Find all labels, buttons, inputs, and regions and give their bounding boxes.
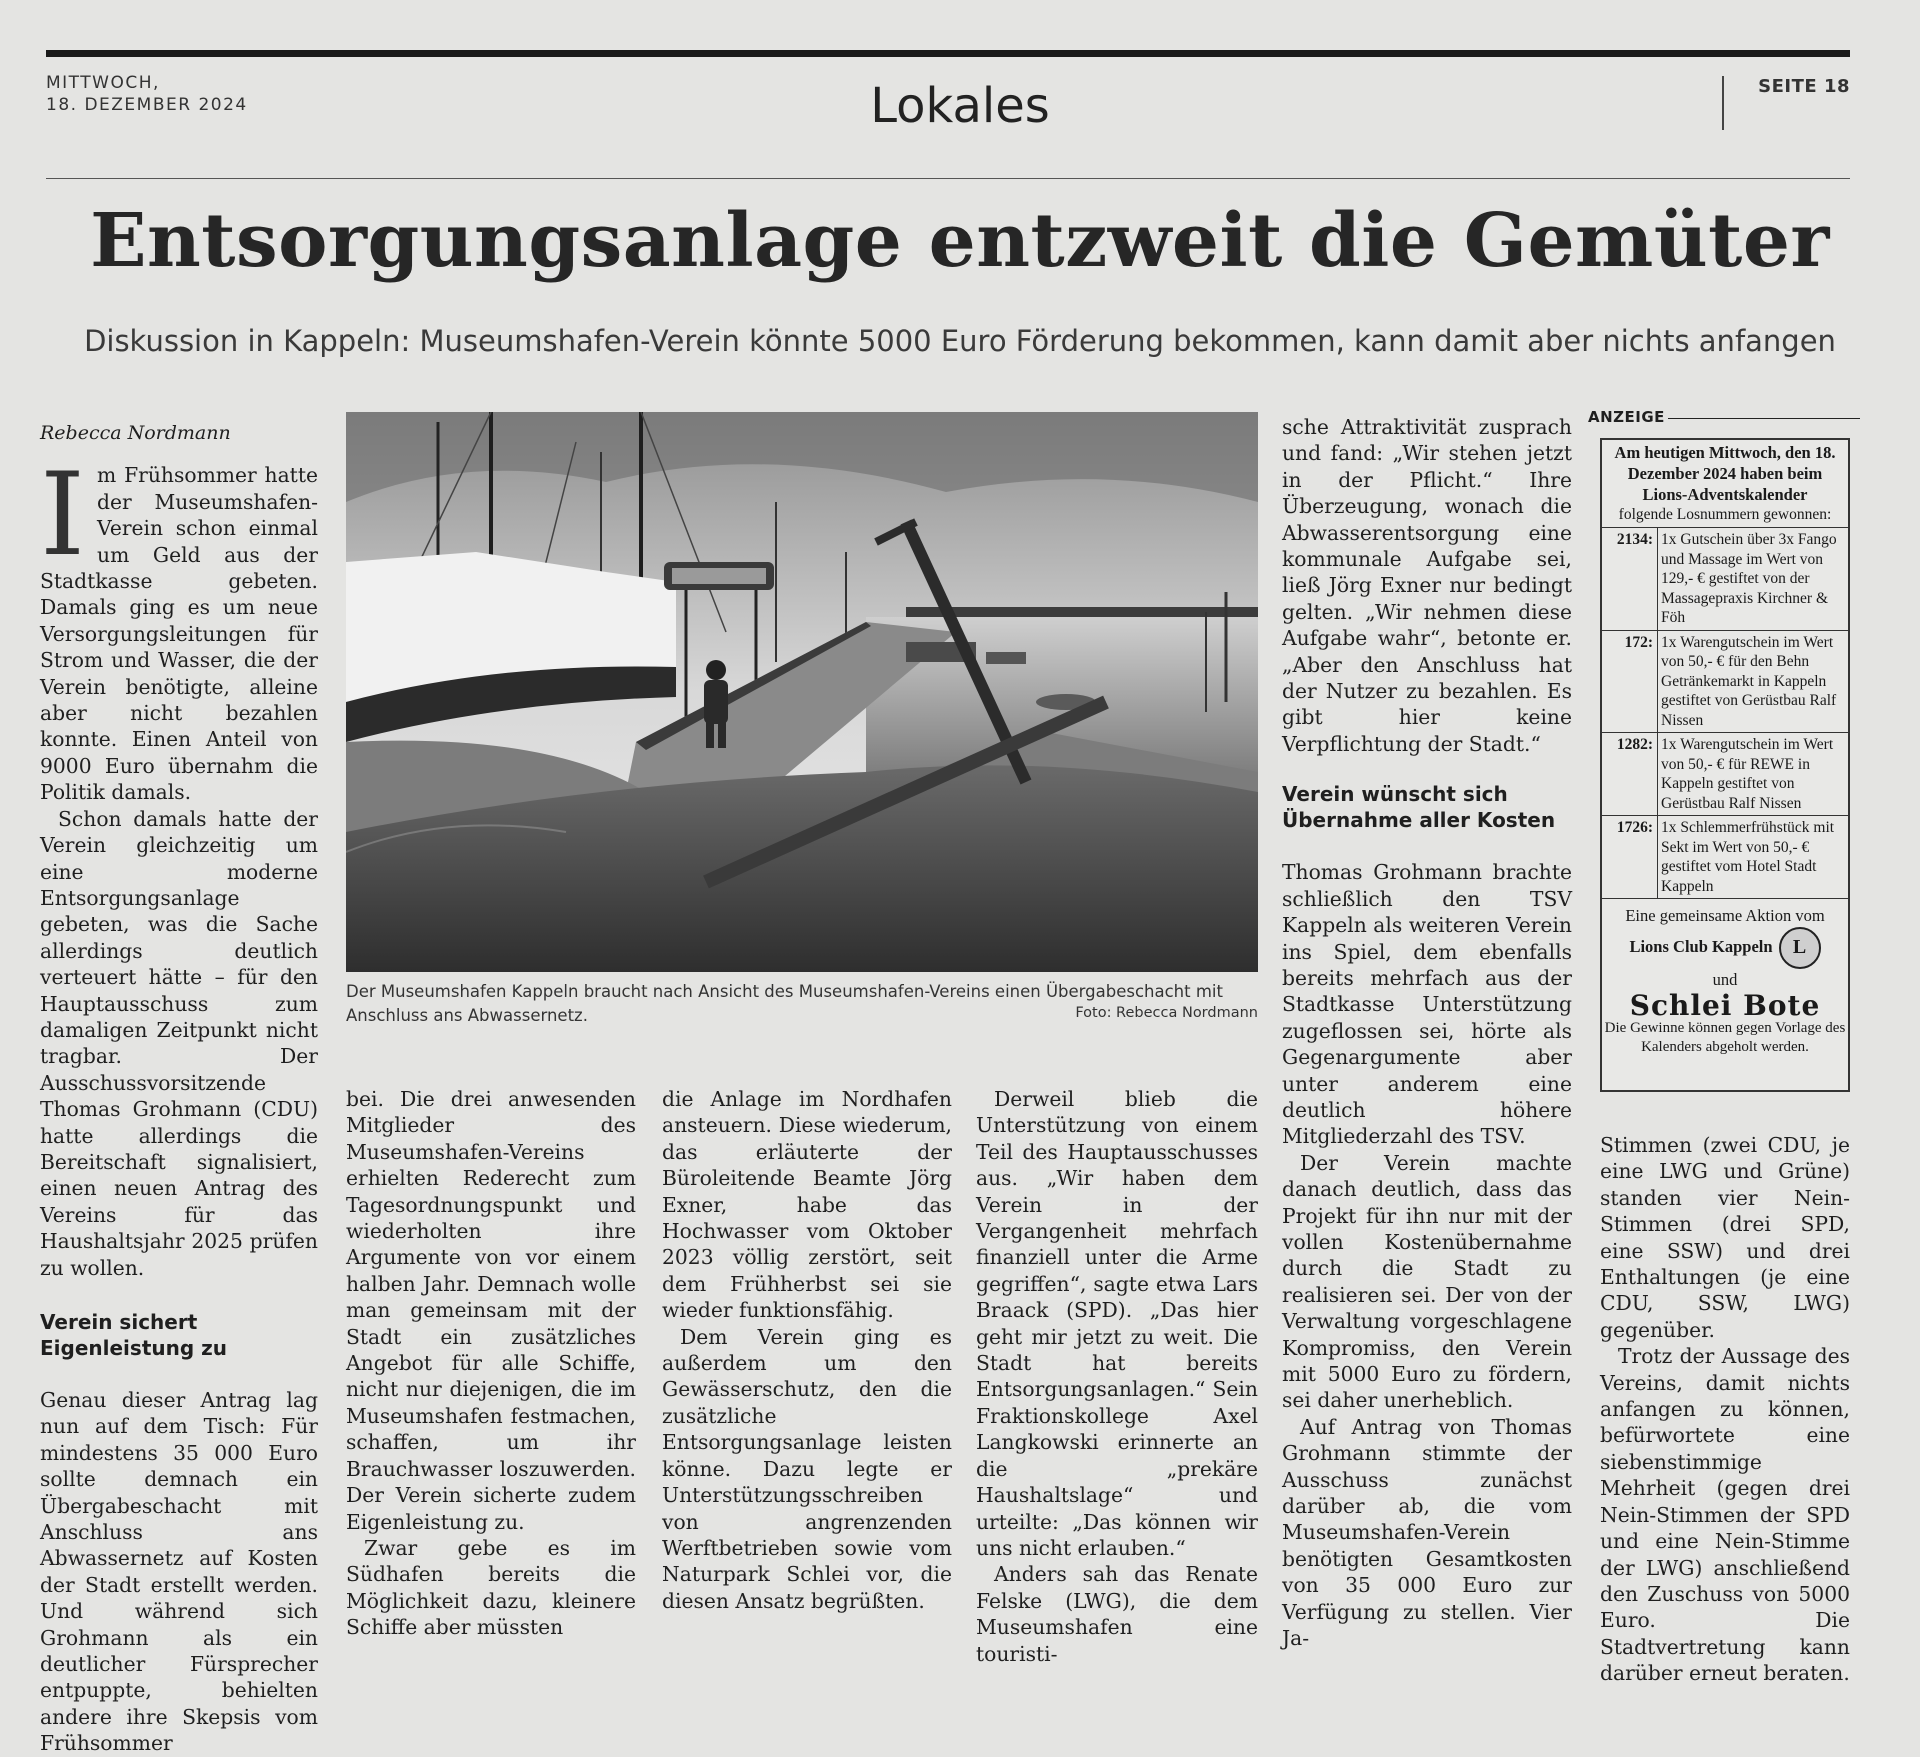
column-6 <box>1600 1132 1850 1687</box>
paragraph: sche Attraktivität zusprach und fand: „Wir stehen jetzt in der Pflicht.“ Ihre Überzeugung, wonach die Abwasserentsorgung eine kommunale Aufgabe sei, ließ Jörg Exner nur bedingt gelten. „Wir nehmen diese Aufgabe wahr“, betonte er. „Aber den Anschluss hat der Nutzer zu bezahlen. Es gibt hier keine Verpflichtung der Stadt.“ <box>1282 415 1572 756</box>
ad-club-line <box>1602 927 1848 969</box>
paragraph: Derweil blieb die Unterstützung von einem Teil des Hauptausschusses aus. „Wir haben dem Verein in der Vergangenheit mehrfach finanziell unter die Arme gegriffen“, sagte etwa Lars Braack (SPD). „Das hier geht mir jetzt zu weit. Die Stadt hat bereits Entsorgungsanlagen.“ Sein Fraktionskollege Axel Langkowski erinnerte an die „prekäre Haushaltslage“ und urteilte: „Das können wir uns nicht erlauben.“ <box>976 1087 1258 1560</box>
ad-label: ANZEIGE <box>1588 408 1665 426</box>
paragraph: Thomas Grohmann brachte schließlich den TSV Kappeln als weiteren Verein ins Spiel, dem ebenfalls bereits mehrfach aus der Stadtkasse Unterstützung zugeflossen sei, hörte als Gegenargumente aber unter anderem eine deutlich höhere Mitgliederzahl des TSV. <box>1282 860 1572 1149</box>
paragraph: Trotz der Aussage des Vereins, damit nichts anfangen zu können, befürwortete eine siebenstimmige Mehrheit (gegen drei Nein-Stimmen der SPD und eine Nein-Stimme der LWG) anschließend den Zuschuss von 5000 Euro. Die Stadtvertretung kann darüber erneut beraten. <box>1600 1344 1850 1686</box>
article-subheadline: Diskussion in Kappeln: Museumshafen-Verein könnte 5000 Euro Förderung bekommen, kann damit aber nichts anfangen <box>84 324 1836 358</box>
table-row: 172: 1x Warengutschein im Wert von 50,- € für den Behn Getränkemarkt in Kappeln gestiftet von Gerüstbau Ralf Nissen <box>1602 630 1848 733</box>
harbor-photo <box>346 412 1258 972</box>
article-headline: Entsorgungsanlage entzweit die Gemüter <box>90 198 1830 284</box>
ad-label-rule <box>1668 418 1860 419</box>
subheading: Verein sichert Eigenleistung zu <box>40 1310 228 1360</box>
issue-date-text: 18. DEZEMBER 2024 <box>46 95 248 115</box>
paragraph: Anders sah das Renate Felske (LWG), die dem Museumshafen eine touristi- <box>976 1562 1258 1666</box>
paragraph: Dem Verein ging es außerdem um den Gewässerschutz, den die zusätzliche Entsorgungsanlage leisten könne. Dazu legte er Unterstützungsschreiben von angrenzenden Werftbetrieben sowie vom Naturpark Schlei vor, die diesen Ansatz begrüßten. <box>662 1324 952 1613</box>
dropcap: I <box>40 448 86 582</box>
header-divider <box>1722 76 1724 130</box>
ad-footer-line: Eine gemeinsame Aktion vom <box>1625 906 1825 925</box>
paragraph: Im Frühsommer hatte der Museumshafen-Verein schon einmal um Geld aus der Stadtkasse gebeten. Damals ging es um neue Versorgungsleitungen für Strom und Wasser, die der Verein benötigte, alleine aber nicht bezahlen konnte. Einen Anteil von 9000 Euro übernahm die Politik damals. <box>40 448 318 805</box>
ad-footer <box>1602 898 1848 1057</box>
paragraph: Der Verein machte danach deutlich, dass das Projekt für ihn nur mit der vollen Kostenübernahme durch die Stadt zu realisieren sei. Der von der Verwaltung vorgeschlagene Kompromiss, den Verein mit 5000 Euro zu fördern, sei daher unerheblich. <box>1282 1150 1572 1413</box>
paragraph: Stimmen (zwei CDU, je eine LWG und Grüne) standen vier Nein-Stimmen (drei SPD, eine SSW) und drei Enthaltungen (je eine CDU, SSW, LWG) gegenüber. <box>1600 1133 1850 1342</box>
ad-subtitle: folgende Losnummern gewonnen: <box>1618 506 1832 523</box>
harbor-photo-image <box>346 412 1258 972</box>
ad-intro: Am heutigen Mittwoch, den 18. Dezember 2024 haben beim Lions-Adventskalender <box>1614 443 1836 504</box>
header-rule <box>46 178 1850 179</box>
table-row: 1282: 1x Warengutschein im Wert von 50,- € für REWE in Kappeln gestiftet von Gerüstbau Ralf Nissen <box>1602 733 1848 816</box>
prize-table <box>1602 527 1848 898</box>
column-1 <box>40 420 318 1757</box>
paragraph: Schon damals hatte der Verein gleichzeitig um eine moderne Entsorgungsanlage gebeten, was die Sache allerdings deutlich verteuert hätte – für den Hauptausschuss zum damaligen Zeitpunkt nicht tragbar. Der Ausschussvorsitzende Thomas Grohmann (CDU) hatte allerdings die Bereitschaft signalisiert, einen neuen Antrag des Vereins für das Haushaltsjahr 2025 prüfen zu wollen. <box>40 806 318 1280</box>
section-title: Lokales <box>870 78 1050 134</box>
issue-weekday: MITTWOCH, <box>46 73 160 93</box>
advent-calendar-ad <box>1600 438 1850 1092</box>
paragraph: die Anlage im Nordhafen ansteuern. Diese wiederum, das erläuterte der Büroleitende Beamte Jörg Exner, habe das Hochwasser vom Oktober 2023 völlig zerstört, seit dem Frühherbst sei sie wieder funktionsfähig. <box>662 1087 952 1323</box>
author-byline: Rebecca Nordmann <box>40 422 231 444</box>
subheading: Verein wünscht sich Übernahme aller Kosten <box>1282 782 1556 833</box>
paragraph: Genau dieser Antrag lag nun auf dem Tisch: Für mindestens 35 000 Euro sollte demnach ein Übergabeschacht mit Anschluss ans Abwassernetz auf Kosten der Stadt erstellt werden. Und während sich Grohmann als ein deutlicher Fürsprecher entpuppte, behielten andere ihre Skepsis vom Frühsommer <box>40 1388 318 1756</box>
column-2 <box>346 1086 636 1641</box>
ad-and: und <box>1712 970 1738 989</box>
photo-credit: Foto: Rebecca Nordmann <box>1075 1005 1258 1021</box>
paragraph: Zwar gebe es im Südhafen bereits die Möglichkeit dazu, kleinere Schiffe aber müssten <box>346 1535 636 1640</box>
lions-logo-icon: L <box>1779 927 1821 969</box>
lions-club-name: Lions Club Kappeln <box>1629 936 1773 956</box>
column-4 <box>976 1086 1258 1667</box>
table-row: 1726: 1x Schlemmerfrühstück mit Sekt im Wert von 50,- € gestiftet vom Hotel Stadt Kappeln <box>1602 816 1848 899</box>
column-5 <box>1282 414 1572 1651</box>
column-3 <box>662 1086 952 1614</box>
ad-pickup-note: Die Gewinne können gegen Vorlage des Kalenders abgeholt werden. <box>1604 1020 1846 1055</box>
schlei-bote-logo: Schlei Bote <box>1629 989 1821 1022</box>
paragraph: Auf Antrag von Thomas Grohmann stimmte der Ausschuss zunächst darüber ab, die vom Museumshafen-Verein benötigten Gesamtkosten von 35 000 Euro zur Verfügung zu stellen. Vier Ja- <box>1282 1414 1572 1651</box>
page-number: SEITE 18 <box>1758 76 1850 97</box>
table-row: 2134: 1x Gutschein über 3x Fango und Massage im Wert von 129,- € gestiftet von der Massagepraxis Kirchner & Föh <box>1602 528 1848 631</box>
top-rule <box>46 50 1850 57</box>
paragraph: bei. Die drei anwesenden Mitglieder des Museumshafen-Vereins erhielten Rederecht zum Tagesordnungspunkt und wiederholten ihre Argumente von vor einem halben Jahr. Demnach wolle man gemeinsam mit der Stadt ein zusätzliches Angebot für alle Schiffe, nicht nur diejenigen, die im Museumshafen festmachen, schaffen, um ihr Brauchwasser loszuwerden. Der Verein sicherte zudem Eigenleistung zu. <box>346 1087 636 1534</box>
photo-caption: Der Museumshafen Kappeln braucht nach Ansicht des Museumshafen-Vereins einen Übergabeschacht mit Anschluss ans Abwassernetz. <box>346 982 1223 1025</box>
